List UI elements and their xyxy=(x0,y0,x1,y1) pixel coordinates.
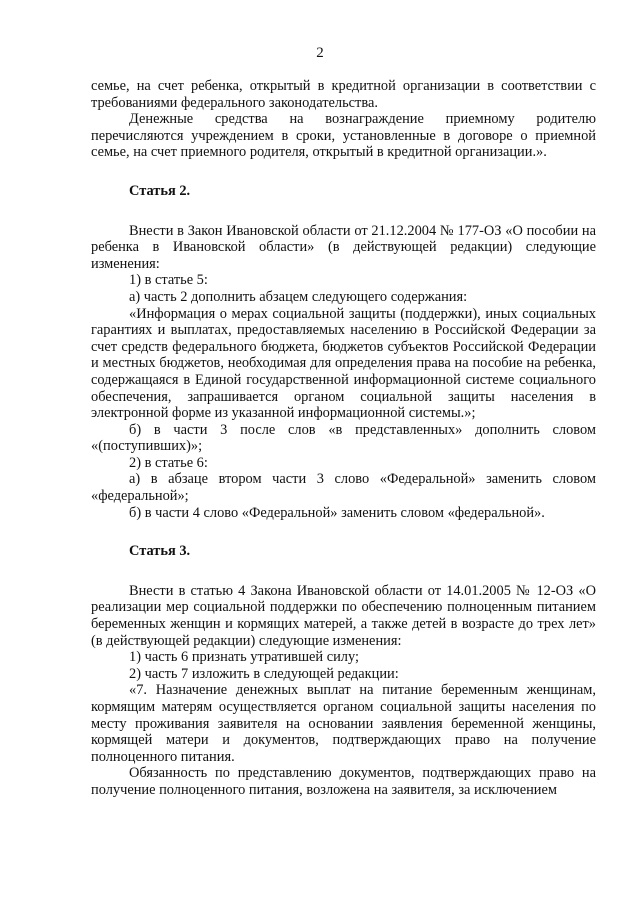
document-body xyxy=(91,78,596,799)
page-number: 2 xyxy=(316,45,324,61)
paragraph: 2) часть 7 изложить в следующей редакции: xyxy=(129,665,399,682)
paragraph: 1) часть 6 признать утратившей силу; xyxy=(129,649,359,666)
paragraph: Обязанность по представлению документов, подтверждающих право на получение полноценного питания, возложена на заявителя, за исключением xyxy=(91,765,596,798)
paragraph: б) в части 3 после слов «в представленных» дополнить словом «(поступивших)»; xyxy=(91,421,596,455)
paragraph: 2) в статье 6: xyxy=(129,454,208,471)
paragraph: 1) в статье 5: xyxy=(129,272,208,289)
article-heading: Статья 2. xyxy=(129,182,191,199)
paragraph: семье, на счет ребенка, открытый в кредитной организации в соответствии с требованиями федерального законодательства. xyxy=(91,78,596,111)
paragraph: Внести в Закон Ивановской области от 21.12.2004 № 177-ОЗ «О пособии на ребенка в Ивановской области» (в действующей редакции) следующие изменения: xyxy=(91,222,596,272)
paragraph: б) в части 4 слово «Федеральной» заменить словом «федеральной». xyxy=(129,504,545,521)
article-heading: Статья 3. xyxy=(129,543,191,560)
paragraph: Внести в статью 4 Закона Ивановской области от 14.01.2005 № 12-ОЗ «О реализации мер социальной поддержки по обеспечению полноценным питанием беременных женщин и кормящих матерей, а также детей в возрасте до трех лет» (в действующей редакции) следующие изменения: xyxy=(91,582,596,649)
paragraph: Денежные средства на вознаграждение приемному родителю перечисляются учреждением в сроки, установленные в договоре о приемной семье, на счет приемного родителя, открытый в кредитной организации.». xyxy=(91,111,596,161)
paragraph: «7. Назначение денежных выплат на питание беременным женщинам, кормящим матерям осуществляется органом социальной защиты населения по месту проживания заявителя на основании заявления беременной женщины, кормящей матери и документов, подтверждающих право на получение полноценного питания. xyxy=(91,682,596,765)
paragraph: а) в абзаце втором части 3 слово «Федеральной» заменить словом «федеральной»; xyxy=(91,471,596,505)
paragraph: «Информация о мерах социальной защиты (поддержки), иных социальных гарантиях и выплатах, предоставляемых населению в Российской Федерации за счет средств федерального бюджета, бюджетов субъектов Российской Федерации и местных бюджетов, необходимая для определения права на пособие на ребенка, содержащаяся в Единой государственной информационной системе социального обеспечения, запрашивается органом социальной защиты населения в электронной форме из указанной информационной системы.»; xyxy=(91,305,596,422)
paragraph: а) часть 2 дополнить абзацем следующего содержания: xyxy=(129,288,468,305)
